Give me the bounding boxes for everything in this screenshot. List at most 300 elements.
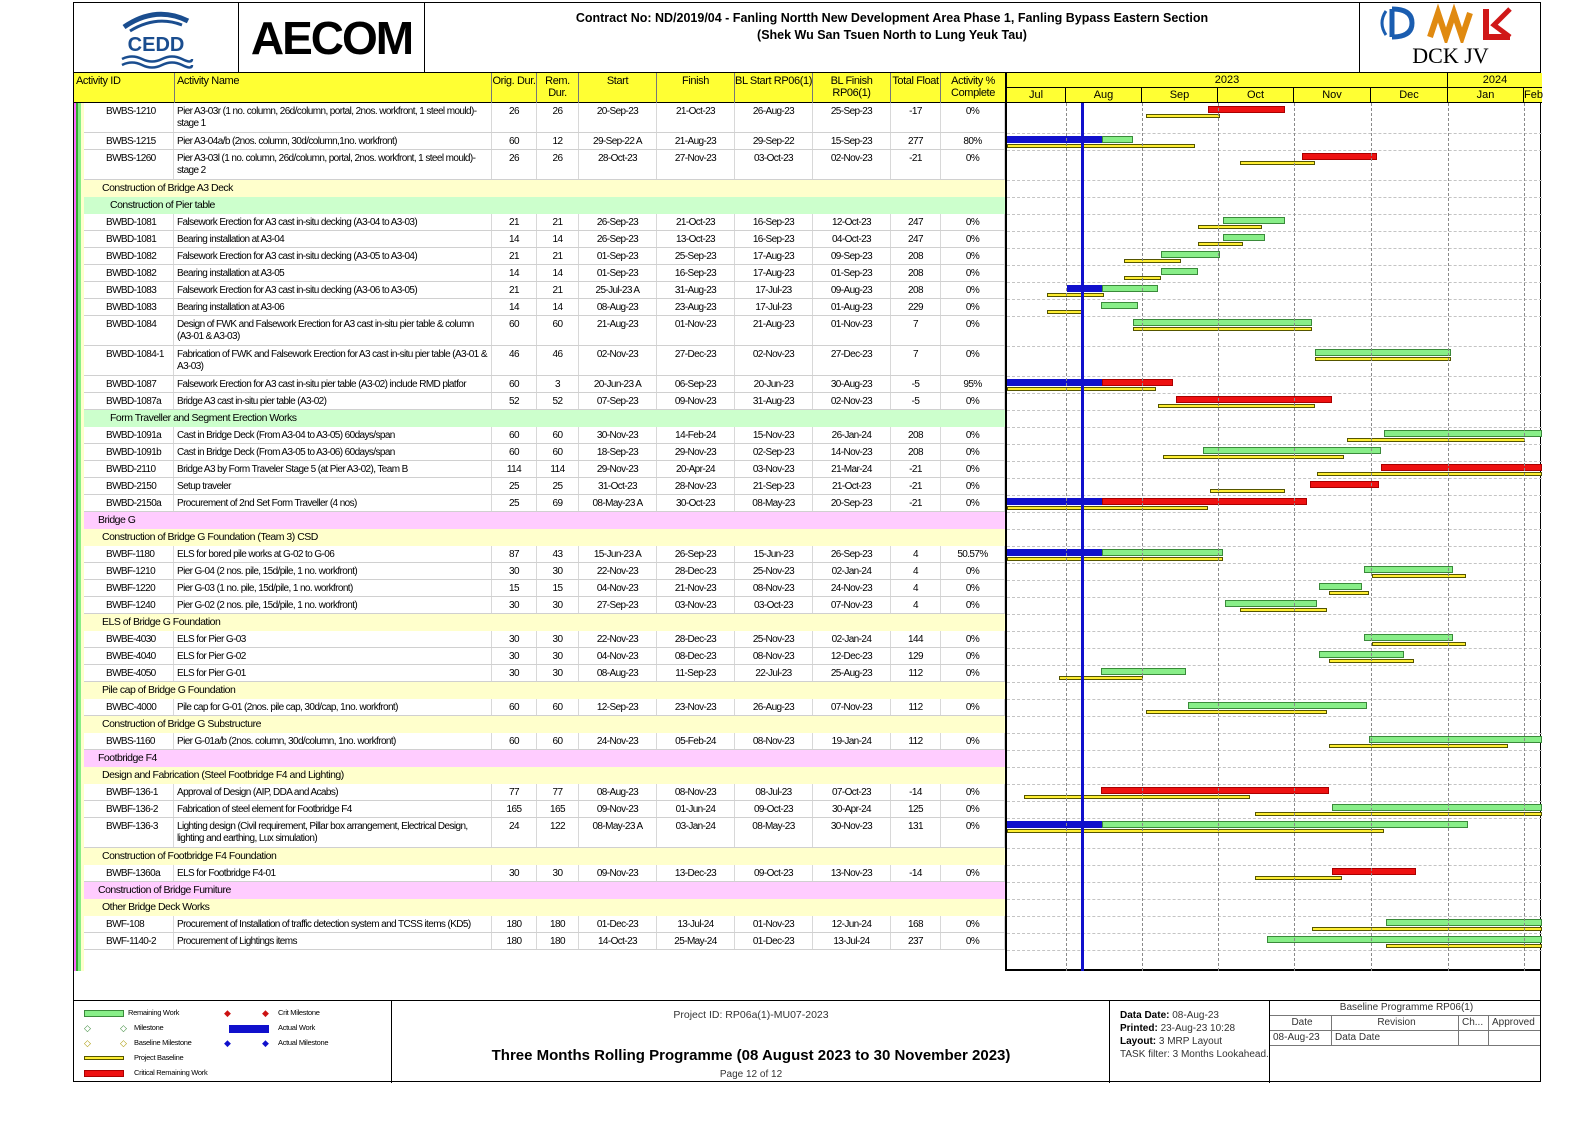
wbs-group-row[interactable]: Construction of Pier table [74, 197, 1005, 214]
table-row[interactable] [74, 265, 1005, 282]
table-row[interactable] [74, 133, 1005, 150]
actual-work-bar[interactable] [1007, 821, 1102, 828]
month-feb: Feb [1524, 89, 1543, 101]
bl-start-date: 15-Jun-23 [735, 546, 813, 562]
total-float: 247 [891, 214, 941, 230]
baseline-bar[interactable] [1312, 927, 1542, 931]
activity-name: Cast in Bridge Deck (From A3-04 to A3-05) 60days/span [175, 427, 492, 443]
data-date: 08-Aug-23 [1172, 1010, 1219, 1021]
table-row[interactable] [74, 784, 1005, 801]
col-rem-dur[interactable]: Rem. Dur. [537, 73, 579, 103]
actual-work-bar[interactable] [1007, 549, 1102, 556]
critical-work-bar[interactable] [1102, 498, 1307, 505]
start-date: 01-Sep-23 [579, 265, 657, 281]
bl-start-date: 21-Sep-23 [735, 478, 813, 494]
orig-dur: 14 [492, 265, 537, 281]
table-row[interactable] [74, 299, 1005, 316]
remaining-work-bar[interactable] [1319, 651, 1403, 658]
activity-id: BWBS-1260 [106, 150, 174, 179]
start-date: 29-Nov-23 [579, 461, 657, 477]
month-gridline [1066, 103, 1067, 971]
bl-finish-date: 12-Jun-24 [813, 916, 891, 932]
remaining-work-bar[interactable] [1102, 136, 1133, 143]
table-row[interactable] [74, 733, 1005, 750]
remaining-work-bar[interactable] [1369, 736, 1542, 743]
col-finish[interactable]: Finish [657, 73, 735, 103]
rev-row-checked [1459, 1031, 1489, 1046]
rem-dur: 60 [537, 733, 579, 749]
row-gridline [1007, 699, 1542, 700]
table-row[interactable] [74, 231, 1005, 248]
row-gridline [1007, 563, 1542, 564]
rem-dur: 180 [537, 916, 579, 932]
baseline-bar[interactable] [1007, 829, 1384, 833]
orig-dur: 87 [492, 546, 537, 562]
wbs-group-row[interactable]: Construction of Bridge G Foundation (Team 3) CSD [74, 529, 1005, 546]
month-gridline [1142, 103, 1143, 971]
finish-date: 03-Jan-24 [657, 818, 735, 847]
activity-id: BWBS-1215 [106, 133, 174, 149]
wbs-group-row[interactable]: Construction of Bridge A3 Deck [74, 180, 1005, 197]
finish-date: 21-Nov-23 [657, 580, 735, 596]
baseline-bar[interactable] [1329, 744, 1508, 748]
pct-complete: 0% [941, 597, 1005, 613]
activity-name: Pier G-04 (2 nos. pile, 15d/pile, 1 no. workfront) [175, 563, 492, 579]
rev-col-approved: Approved [1489, 1016, 1540, 1031]
remaining-work-bar[interactable] [1319, 583, 1361, 590]
rem-dur: 30 [537, 648, 579, 664]
remaining-work-bar[interactable] [1332, 804, 1542, 811]
critical-work-bar[interactable] [1302, 153, 1376, 160]
col-bl-start[interactable]: BL Start RP06(1) [735, 73, 813, 103]
page-footer [74, 1000, 1540, 1082]
start-date: 08-Aug-23 [579, 784, 657, 800]
table-row[interactable] [74, 665, 1005, 682]
pct-complete: 0% [941, 478, 1005, 494]
rev-col-revision: Revision [1332, 1016, 1459, 1031]
col-orig-dur[interactable]: Orig. Dur. [492, 73, 537, 103]
baseline-bar[interactable] [1255, 876, 1342, 880]
finish-date: 20-Apr-24 [657, 461, 735, 477]
activity-id: BWBE-4050 [106, 665, 174, 681]
legend-remaining: Remaining Work [84, 1007, 179, 1019]
baseline-bar[interactable] [1240, 161, 1314, 165]
bl-start-date: 03-Nov-23 [735, 461, 813, 477]
table-row[interactable] [74, 546, 1005, 563]
rem-dur: 14 [537, 299, 579, 315]
start-date: 08-Aug-23 [579, 665, 657, 681]
baseline-bar[interactable] [1146, 710, 1327, 714]
remaining-work-bar[interactable] [1223, 234, 1265, 241]
baseline-bar[interactable] [1007, 144, 1195, 148]
rev-row-date: 08-Aug-23 [1270, 1031, 1332, 1046]
rem-dur: 21 [537, 282, 579, 298]
finish-date: 23-Nov-23 [657, 699, 735, 715]
activity-name: Bearing installation at A3-06 [175, 299, 492, 315]
row-gridline [1007, 933, 1542, 934]
orig-dur: 30 [492, 631, 537, 647]
wbs-group-row[interactable]: Construction of Footbridge F4 Foundation [74, 848, 1005, 865]
remaining-work-bar[interactable] [1133, 319, 1312, 326]
total-float: 208 [891, 282, 941, 298]
row-gridline [1007, 231, 1542, 232]
activity-name: Bearing installation at A3-04 [175, 231, 492, 247]
baseline-bar[interactable] [1198, 225, 1262, 229]
bl-finish-date: 20-Sep-23 [813, 495, 891, 511]
finish-date: 26-Sep-23 [657, 546, 735, 562]
activity-name: Pier A3-03l (1 no. column, 26d/column, portal, 2nos. workfront, 1 steel mould)-stage 2 [175, 150, 492, 179]
rem-dur: 60 [537, 699, 579, 715]
rem-dur: 60 [537, 316, 579, 345]
actual-milestone-icon: ◆ [224, 1038, 231, 1048]
total-float: 208 [891, 248, 941, 264]
col-pct-complete[interactable]: Activity % Complete [951, 75, 995, 99]
actual-work-bar[interactable] [1007, 379, 1102, 386]
finish-date: 14-Feb-24 [657, 427, 735, 443]
total-float: -5 [891, 393, 941, 409]
orig-dur: 30 [492, 865, 537, 881]
baseline-bar[interactable] [1163, 455, 1344, 459]
table-row[interactable] [74, 346, 1005, 376]
total-float: 112 [891, 699, 941, 715]
start-date: 22-Nov-23 [579, 563, 657, 579]
total-float: 7 [891, 346, 941, 375]
remaining-work-bar[interactable] [1161, 268, 1198, 275]
wbs-group-row[interactable]: Bridge G [74, 512, 1005, 529]
baseline-title: Baseline Programme RP06(1) [1270, 1001, 1540, 1016]
remaining-work-bar[interactable] [1364, 566, 1453, 573]
row-gridline [1007, 133, 1542, 134]
layout-name: 3 MRP Layout [1158, 1036, 1223, 1047]
row-gridline [1007, 597, 1542, 598]
col-activity-id[interactable]: Activity ID [74, 73, 175, 103]
remaining-work-bar[interactable] [1188, 702, 1367, 709]
activity-name: Procurement of Installation of traffic detection system and TCSS items (KD5) [175, 916, 492, 932]
orig-dur: 60 [492, 699, 537, 715]
row-gridline [1007, 750, 1542, 751]
row-gridline [1007, 848, 1542, 849]
pct-complete: 0% [941, 393, 1005, 409]
bl-finish-date: 24-Nov-23 [813, 580, 891, 596]
wbs-group-row[interactable]: Pile cap of Bridge G Foundation [74, 682, 1005, 699]
bl-start-date: 08-Jul-23 [735, 784, 813, 800]
bl-start-date: 17-Aug-23 [735, 265, 813, 281]
pct-complete: 0% [941, 282, 1005, 298]
activity-name: Cast in Bridge Deck (From A3-05 to A3-06) 60days/span [175, 444, 492, 460]
remaining-work-bar[interactable] [1101, 302, 1138, 309]
table-row[interactable] [74, 495, 1005, 512]
bl-finish-date: 07-Nov-23 [813, 597, 891, 613]
start-date: 09-Nov-23 [579, 865, 657, 881]
table-row[interactable] [74, 214, 1005, 231]
rem-dur: 52 [537, 393, 579, 409]
activity-id: BWBE-4030 [106, 631, 174, 647]
baseline-bar[interactable] [1024, 795, 1250, 799]
rem-dur: 30 [537, 563, 579, 579]
activity-id: BWF-108 [106, 916, 174, 932]
table-row[interactable] [74, 563, 1005, 580]
activity-id: BWBD-1081 [106, 231, 174, 247]
table-row[interactable] [74, 248, 1005, 265]
activity-name: Falsework Erection for A3 cast in-situ decking (A3-05 to A3-04) [175, 248, 492, 264]
remaining-work-bar[interactable] [1102, 285, 1158, 292]
table-row[interactable] [74, 580, 1005, 597]
table-row[interactable] [74, 478, 1005, 495]
orig-dur: 180 [492, 916, 537, 932]
actual-milestone-icon: ◆ [262, 1038, 269, 1048]
baseline-bar[interactable] [1240, 608, 1327, 612]
table-row[interactable] [74, 933, 1005, 950]
baseline-bar[interactable] [1386, 944, 1542, 948]
actual-work-bar[interactable] [1067, 285, 1103, 292]
remaining-work-bar[interactable] [1315, 349, 1451, 356]
finish-date: 03-Nov-23 [657, 597, 735, 613]
row-gridline [1007, 282, 1542, 283]
table-row[interactable] [74, 427, 1005, 444]
row-gridline [1007, 716, 1542, 717]
table-row[interactable] [74, 376, 1005, 393]
row-gridline [1007, 461, 1542, 462]
row-gridline [1007, 767, 1542, 768]
col-total-float[interactable]: Total Float [891, 73, 941, 103]
row-gridline [1007, 682, 1542, 683]
activity-name: Pile cap for G-01 (2nos. pile cap, 30d/cap, 1no. workfront) [175, 699, 492, 715]
month-nov: Nov [1294, 88, 1371, 103]
cedd-logo [74, 3, 239, 73]
baseline-bar[interactable] [1124, 259, 1181, 263]
critical-work-bar[interactable] [1332, 868, 1416, 875]
table-row[interactable] [74, 597, 1005, 614]
baseline-bar[interactable] [1317, 472, 1542, 476]
remaining-work-bar[interactable] [1386, 919, 1542, 926]
row-gridline [1007, 665, 1542, 666]
remaining-work-bar[interactable] [1101, 668, 1185, 675]
pct-complete: 0% [941, 699, 1005, 715]
bl-start-date: 08-Nov-23 [735, 733, 813, 749]
pct-complete: 0% [941, 733, 1005, 749]
table-row[interactable] [74, 801, 1005, 818]
rem-dur: 165 [537, 801, 579, 817]
bl-finish-date: 15-Sep-23 [813, 133, 891, 149]
row-gridline [1007, 580, 1542, 581]
table-row[interactable] [74, 444, 1005, 461]
baseline-bar[interactable] [1059, 676, 1143, 680]
baseline-bar[interactable] [1210, 489, 1284, 493]
total-float: 208 [891, 427, 941, 443]
bl-start-date: 25-Nov-23 [735, 631, 813, 647]
bl-finish-date: 07-Oct-23 [813, 784, 891, 800]
critical-work-bar[interactable] [1102, 379, 1173, 386]
start-date: 09-Nov-23 [579, 801, 657, 817]
orig-dur: 114 [492, 461, 537, 477]
table-row[interactable] [74, 316, 1005, 346]
remaining-work-bar[interactable] [1225, 600, 1317, 607]
pct-complete: 0% [941, 933, 1005, 949]
row-gridline [1007, 495, 1542, 496]
pct-complete: 0% [941, 865, 1005, 881]
activity-name: Bridge A3 by Form Traveler Stage 5 (at Pier A3-02), Team B [175, 461, 492, 477]
baseline-bar[interactable] [1007, 557, 1223, 561]
rem-dur: 180 [537, 933, 579, 949]
activity-name: Design of FWK and Falsework Erection for A3 cast in-situ pier table & column (A3-01 & A3-03) [175, 316, 492, 345]
table-row[interactable] [74, 393, 1005, 410]
baseline-milestone-icon: ◇ [84, 1038, 91, 1048]
activity-id: BWBF-1180 [106, 546, 174, 562]
contract-line-1: Contract No: ND/2019/04 - Fanling Nortth New Development Area Phase 1, Fanling Bypass Eastern Section [575, 11, 1209, 25]
baseline-bar[interactable] [1198, 242, 1243, 246]
baseline-bar[interactable] [1347, 438, 1526, 442]
pct-complete: 0% [941, 631, 1005, 647]
col-bl-finish[interactable]: BL Finish RP06(1) [813, 73, 891, 103]
rem-dur: 21 [537, 214, 579, 230]
row-gridline [1007, 214, 1542, 215]
table-row[interactable] [74, 648, 1005, 665]
row-gridline [1007, 733, 1542, 734]
milestone-icon: ◇ [120, 1023, 127, 1033]
bl-finish-date: 21-Mar-24 [813, 461, 891, 477]
total-float: -17 [891, 103, 941, 132]
remaining-work-bar[interactable] [1223, 217, 1285, 224]
wbs-group-row[interactable]: Other Bridge Deck Works [74, 899, 1005, 916]
bl-start-date: 03-Oct-23 [735, 150, 813, 179]
table-row[interactable] [74, 282, 1005, 299]
total-float: -21 [891, 461, 941, 477]
page-number: Page 12 of 12 [719, 1069, 783, 1080]
remaining-work-bar[interactable] [1102, 549, 1223, 556]
actual-work-bar[interactable] [1007, 136, 1102, 143]
baseline-bar[interactable] [1047, 293, 1104, 297]
start-date: 31-Oct-23 [579, 478, 657, 494]
rem-dur: 30 [537, 865, 579, 881]
row-gridline [1007, 631, 1542, 632]
baseline-bar[interactable] [1255, 812, 1542, 816]
remaining-work-bar[interactable] [1267, 936, 1542, 943]
legend-milestone: ◇ ◇ Milestone [84, 1023, 164, 1033]
crit-milestone-icon: ◆ [224, 1008, 231, 1018]
total-float: 247 [891, 231, 941, 247]
table-row[interactable] [74, 699, 1005, 716]
activity-name: Procurement of 2nd Set Form Traveller (4 nos) [175, 495, 492, 511]
pct-complete: 0% [941, 150, 1005, 179]
orig-dur: 30 [492, 648, 537, 664]
total-float: 4 [891, 563, 941, 579]
baseline-bar[interactable] [1158, 404, 1314, 408]
pct-complete: 80% [941, 133, 1005, 149]
pct-complete: 0% [941, 231, 1005, 247]
row-gridline [1007, 265, 1542, 266]
finish-date: 28-Nov-23 [657, 478, 735, 494]
contract-title [425, 3, 1359, 73]
start-date: 18-Sep-23 [579, 444, 657, 460]
table-row[interactable] [74, 865, 1005, 882]
wbs-group-row[interactable]: Footbridge F4 [74, 750, 1005, 767]
table-row[interactable] [74, 916, 1005, 933]
bl-start-date: 08-May-23 [735, 818, 813, 847]
table-row[interactable] [74, 818, 1005, 848]
bl-finish-date: 02-Nov-23 [813, 393, 891, 409]
baseline-bar[interactable] [1329, 591, 1369, 595]
critical-work-bar[interactable] [1208, 106, 1285, 113]
row-gridline [1007, 614, 1542, 615]
wbs-group-row[interactable]: Design and Fabrication (Steel Footbridge F4 and Lighting) [74, 767, 1005, 784]
table-row[interactable] [74, 103, 1005, 133]
activity-name: Pier A3-04a/b (2nos. column, 30d/column,1no. workfront) [175, 133, 492, 149]
col-activity-name[interactable]: Activity Name [175, 73, 492, 103]
critical-work-bar[interactable] [1101, 787, 1329, 794]
pct-complete: 0% [941, 563, 1005, 579]
orig-dur: 60 [492, 133, 537, 149]
baseline-bar[interactable] [1372, 642, 1466, 646]
pct-complete: 95% [941, 376, 1005, 392]
bl-finish-date: 12-Dec-23 [813, 648, 891, 664]
activity-name: ELS for bored pile works at G-02 to G-06 [175, 546, 492, 562]
critical-work-bar[interactable] [1381, 464, 1542, 471]
wbs-group-row[interactable]: Construction of Bridge G Substructure [74, 716, 1005, 733]
pct-complete: 0% [941, 916, 1005, 932]
table-row[interactable] [74, 150, 1005, 180]
wbs-group-row[interactable]: Construction of Bridge Furniture [74, 882, 1005, 899]
start-date: 02-Nov-23 [579, 346, 657, 375]
finish-date: 21-Oct-23 [657, 103, 735, 132]
row-gridline [1007, 316, 1542, 317]
bl-start-date: 17-Jul-23 [735, 299, 813, 315]
start-date: 08-Aug-23 [579, 299, 657, 315]
orig-dur: 77 [492, 784, 537, 800]
finish-date: 09-Nov-23 [657, 393, 735, 409]
row-gridline [1007, 546, 1542, 547]
remaining-work-bar[interactable] [1102, 821, 1468, 828]
remaining-work-bar[interactable] [1161, 251, 1221, 258]
programme-title: Three Months Rolling Programme (08 August 2023 to 30 November 2023) [491, 1047, 1011, 1064]
baseline-bar[interactable] [1315, 357, 1451, 361]
activity-name: ELS for Pier G-02 [175, 648, 492, 664]
row-gridline [1007, 180, 1542, 181]
milestone-icon: ◇ [84, 1023, 91, 1033]
total-float: 208 [891, 444, 941, 460]
activity-name: Fabrication of FWK and Falsework Erection for A3 cast in-situ pier table (A3-01 & A3-03) [175, 346, 492, 375]
wbs-group-row[interactable]: Form Traveller and Segment Erection Works [74, 410, 1005, 427]
orig-dur: 30 [492, 665, 537, 681]
baseline-bar[interactable] [1007, 506, 1208, 510]
critical-work-bar[interactable] [1176, 396, 1332, 403]
table-row[interactable] [74, 631, 1005, 648]
start-date: 15-Jun-23 A [579, 546, 657, 562]
bl-finish-date: 01-Aug-23 [813, 299, 891, 315]
baseline-bar[interactable] [1133, 327, 1312, 331]
critical-work-bar[interactable] [1310, 481, 1379, 488]
remaining-work-bar[interactable] [1384, 430, 1542, 437]
start-date: 07-Sep-23 [579, 393, 657, 409]
activity-id: BWBS-1210 [106, 103, 174, 132]
remaining-work-bar[interactable] [1203, 447, 1382, 454]
bl-start-date: 31-Aug-23 [735, 393, 813, 409]
orig-dur: 46 [492, 346, 537, 375]
remaining-work-bar[interactable] [1364, 634, 1453, 641]
finish-date: 28-Dec-23 [657, 631, 735, 647]
pct-complete: 50.57% [941, 546, 1005, 562]
table-row[interactable] [74, 461, 1005, 478]
bl-finish-date: 30-Aug-23 [813, 376, 891, 392]
baseline-bar[interactable] [1146, 114, 1220, 118]
bl-finish-date: 19-Jan-24 [813, 733, 891, 749]
start-date: 14-Oct-23 [579, 933, 657, 949]
bl-start-date: 01-Nov-23 [735, 916, 813, 932]
wbs-group-row[interactable]: ELS of Bridge G Foundation [74, 614, 1005, 631]
baseline-bar[interactable] [1372, 574, 1466, 578]
actual-work-bar[interactable] [1007, 498, 1102, 505]
orig-dur: 60 [492, 444, 537, 460]
col-start[interactable]: Start [579, 73, 657, 103]
